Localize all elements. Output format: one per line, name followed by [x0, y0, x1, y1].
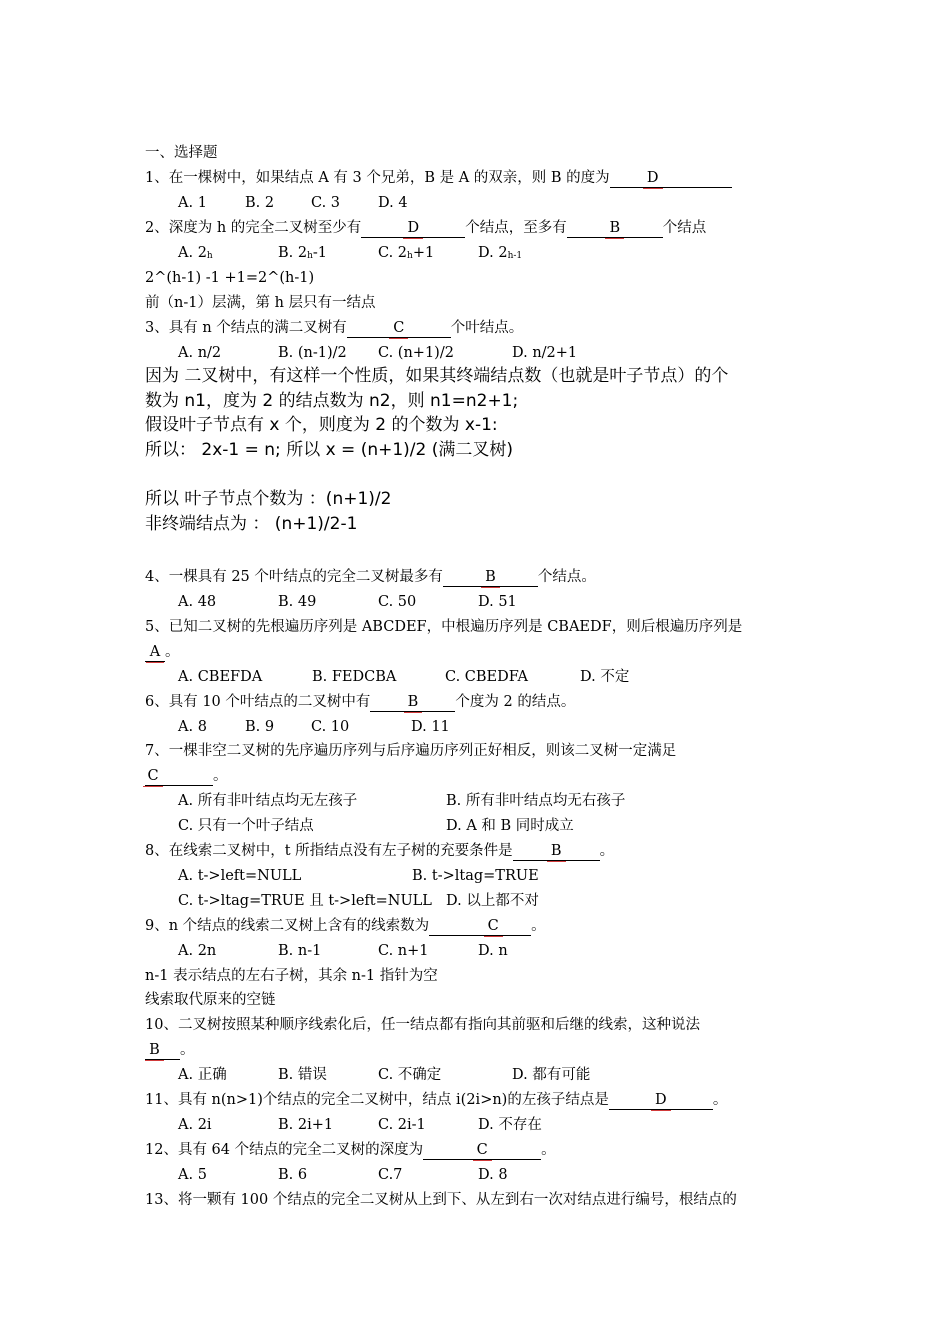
question-5-blank	[145, 644, 165, 662]
option-c: C. $2_h+1$	[378, 245, 435, 261]
question-9-answer: C	[487, 918, 499, 934]
option-d: D. 不存在	[478, 1117, 542, 1133]
question-8	[145, 841, 614, 861]
question-3	[145, 318, 523, 338]
question-6-blank	[370, 694, 455, 712]
option-b: B. (n-1)/2	[278, 345, 347, 361]
question-5-cont	[145, 642, 180, 662]
question-2-answer-2: B	[609, 220, 621, 236]
option-b: B. FEDCBA	[312, 669, 397, 685]
question-3-blank	[347, 320, 451, 338]
question-4-text: 4、一棵具有 25 个叶结点的完全二叉树最多有	[145, 569, 443, 585]
option-a: A. 2i	[178, 1117, 212, 1133]
question-12	[145, 1140, 556, 1160]
question-2-note-1: 2^(h-1) -1 +1=2^(h-1)	[145, 270, 315, 286]
option-c: C. n+1	[378, 943, 429, 959]
option-b: B. 6	[278, 1167, 308, 1183]
question-9-text-end: 。	[531, 918, 546, 934]
option-a: A. t->left=NULL	[178, 868, 302, 884]
question-4-text-end: 个结点。	[537, 569, 596, 585]
option-c: C. 10	[311, 719, 350, 735]
question-2-blank-1	[361, 220, 465, 238]
question-6-text-end: 个度为 2 的结点。	[455, 694, 576, 710]
option-d: D. 51	[478, 594, 517, 610]
question-5-text-end: 。	[165, 644, 180, 660]
question-2-note-2: 前（n-1）层满，第 h 层只有一结点	[145, 295, 376, 311]
option-c: C. 不确定	[378, 1067, 442, 1083]
option-d: D. 不定	[580, 669, 630, 685]
question-11-text-end: 。	[712, 1092, 728, 1108]
question-9-note-1: n-1 表示结点的左右子树，其余 n-1 指针为空	[145, 968, 438, 984]
question-1	[145, 168, 732, 188]
question-2	[145, 218, 706, 238]
option-d: D. n	[478, 943, 508, 959]
question-1-answer: D	[646, 170, 659, 186]
question-2-text-end: 个结点	[662, 220, 707, 236]
question-2-text-mid: 个结点，至多有	[465, 220, 567, 236]
option-b: B. 所有非叶结点均无右孩子	[446, 793, 626, 809]
option-a: A. CBEFDA	[178, 669, 263, 685]
option-d: D. 以上都不对	[446, 893, 539, 909]
question-3-text: 3、具有 n 个结点的满二叉树有	[145, 320, 347, 336]
option-a: A. 8	[178, 719, 207, 735]
option-c: C. 50	[378, 594, 417, 610]
option-d: D. A 和 B 同时成立	[446, 818, 574, 834]
option-b: B. 49	[278, 594, 317, 610]
question-11-blank	[609, 1092, 713, 1110]
question-7: 7、一棵非空二叉树的先序遍历序列与后序遍历序列正好相反，则该二叉树一定满足	[145, 743, 677, 759]
question-8-blank	[513, 843, 600, 861]
option-c: C. t->ltag=TRUE 且 t->left=NULL	[178, 893, 432, 909]
question-4-blank	[443, 569, 538, 587]
question-2-answer-1: D	[407, 220, 420, 236]
question-7-blank	[145, 768, 213, 786]
question-1-blank	[610, 170, 732, 188]
question-10-blank	[145, 1042, 180, 1060]
question-12-answer: C	[476, 1142, 488, 1158]
option-c: C. 3	[311, 195, 341, 211]
option-c: C. (n+1)/2	[378, 345, 454, 361]
question-8-text: 8、在线索二叉树中，t 所指结点没有左子树的充要条件是	[145, 843, 513, 859]
question-12-text-end: 。	[541, 1142, 556, 1158]
option-c: C. 2i-1	[378, 1117, 426, 1133]
question-12-text: 12、具有 64 个结点的完全二叉树的深度为	[145, 1142, 424, 1158]
option-a: A. 2n	[178, 943, 217, 959]
question-3-explain-2: 数为 n1，度为 2 的结点数为 n2，则 n1=n2+1;	[145, 391, 519, 411]
question-9-note-2: 线索取代原来的空链	[145, 992, 276, 1008]
question-3-explain-4: 所以： 2x-1 = n; 所以 x = (n+1)/2 (满二叉树)	[145, 440, 514, 460]
option-b: B. 错误	[278, 1067, 327, 1083]
question-6-text: 6、具有 10 个叶结点的二叉树中有	[145, 694, 371, 710]
question-10-answer: B	[149, 1042, 160, 1058]
question-9-text: 9、n 个结点的线索二叉树上含有的线索数为	[145, 918, 430, 934]
option-b: B. n-1	[278, 943, 322, 959]
question-10-cont	[145, 1040, 195, 1060]
option-b: B. $2_h-1$	[278, 245, 328, 261]
question-5-answer: A	[149, 644, 161, 660]
option-d: D. 11	[411, 719, 450, 735]
question-3-explain-1: 因为 二叉树中，有这样一个性质，如果其终端结点数（也就是叶子节点）的个	[145, 366, 729, 386]
question-2-blank-2	[567, 220, 663, 238]
question-13: 13、将一颗有 100 个结点的完全二叉树从上到下、从左到右一次对结点进行编号，根结点的	[145, 1192, 737, 1208]
option-a: A. 5	[178, 1167, 207, 1183]
option-b: B. 2	[245, 195, 275, 211]
option-c: C. 只有一个叶子结点	[178, 818, 314, 834]
question-3-answer: C	[393, 320, 405, 336]
question-8-text-end: 。	[599, 843, 615, 859]
question-6	[145, 692, 575, 712]
option-b: B. 2i+1	[278, 1117, 334, 1133]
question-10-text-end: 。	[180, 1042, 195, 1058]
question-3-explain-6: 非终端结点为 ： (n+1)/2-1	[145, 514, 358, 534]
option-a: A. 48	[178, 594, 217, 610]
question-5: 5、已知二叉树的先根遍历序列是 ABCDEF，中根遍历序列是 CBAEDF，则后根遍历序列是	[145, 619, 743, 635]
question-4	[145, 567, 596, 587]
option-a: A. n/2	[178, 345, 222, 361]
option-a: A. 1	[178, 195, 207, 211]
question-9	[145, 916, 546, 936]
question-3-explain-5: 所以 叶子节点个数为 ：(n+1)/2	[145, 489, 392, 509]
question-12-blank	[423, 1142, 541, 1160]
option-d: D. 4	[378, 195, 408, 211]
option-d: D. 都有可能	[512, 1067, 591, 1083]
option-d: D. n/2+1	[512, 345, 578, 361]
question-11	[145, 1090, 727, 1110]
option-c: C. CBEDFA	[445, 669, 529, 685]
question-4-answer: B	[485, 569, 496, 585]
option-b: B. t->ltag=TRUE	[412, 868, 539, 884]
question-6-answer: B	[407, 694, 419, 710]
option-a: A. 正确	[178, 1067, 227, 1083]
option-d: D. 8	[478, 1167, 508, 1183]
question-7-text-end: 。	[213, 768, 228, 784]
question-11-answer: D	[655, 1092, 667, 1108]
question-8-answer: B	[550, 843, 562, 859]
option-d: D. $2_{h-1}$	[478, 245, 523, 261]
question-7-cont	[145, 766, 228, 786]
question-3-explain-3: 假设叶子节点有 x 个，则度为 2 的个数为 x-1:	[145, 415, 498, 435]
question-3-text-end: 个叶结点。	[450, 320, 524, 336]
section-title: 一、选择题	[145, 145, 218, 161]
option-b: B. 9	[245, 719, 275, 735]
question-9-blank	[429, 918, 531, 936]
question-1-text: 1、在一棵树中，如果结点 A 有 3 个兄弟，B 是 A 的双亲，则 B 的度为	[145, 170, 610, 186]
question-11-text: 11、具有 n(n>1)个结点的完全二叉树中，结点 i(2i>n)的左孩子结点是	[145, 1092, 609, 1108]
option-a: A. 所有非叶结点均无左孩子	[178, 793, 358, 809]
question-10: 10、二叉树按照某种顺序线索化后，任一结点都有指向其前驱和后继的线索，这种说法	[145, 1017, 700, 1033]
option-c: C.7	[378, 1167, 403, 1183]
option-a: A. $2_h$	[178, 245, 213, 261]
question-7-answer: C	[147, 768, 159, 784]
question-2-text: 2、深度为 h 的完全二叉树至少有	[145, 220, 362, 236]
